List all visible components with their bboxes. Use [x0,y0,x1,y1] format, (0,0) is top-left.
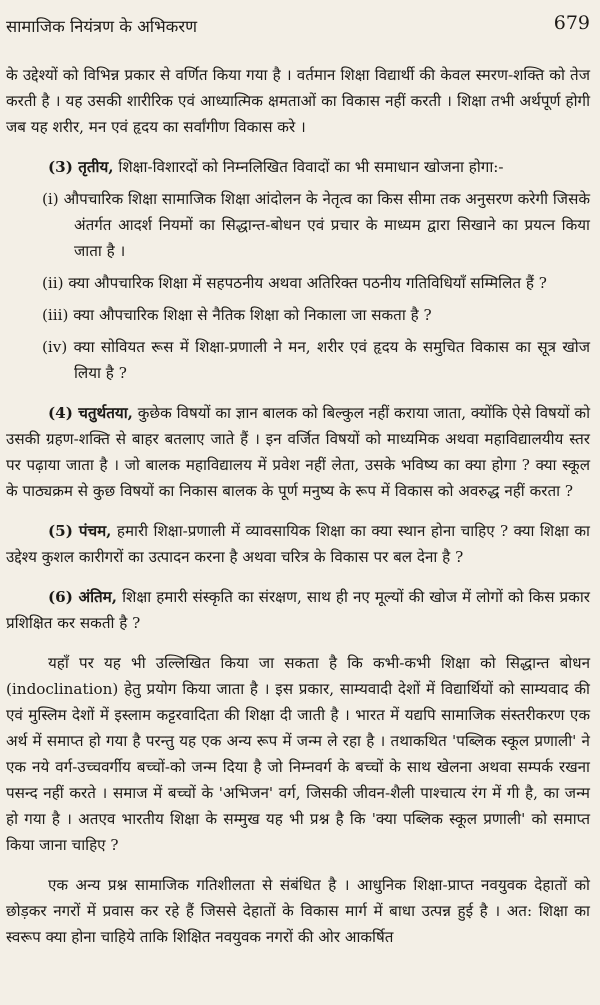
paragraph-4-lead: (4) चतुर्थतया, [48,404,133,422]
paragraph-5-lead: (5) पंचम, [48,522,112,540]
paragraph-6 [6,584,590,636]
paragraph-3 [6,154,590,180]
paragraph-7: यहाँ पर यह भी उल्लिखित किया जा सकता है कि कभी-कभी शिक्षा को सिद्धान्त बोधन (indoclination) हेतु प्रयोग किया जाता है । इस प्रकार, साम्यवादी देशों में विद्यार्थियों को साम्यवाद की एवं मुस्लिम देशों में इस्लाम कट्टरवादिता की शिक्षा दी जाती है । भारत में यद्यपि सामाजिक संस्तरीकरण एक अर्थ में समाप्त हो गया है परन्तु यह एक अन्य रूप में जन्म ले रहा है । तथाकथित 'पब्लिक स्कूल प्रणाली' ने एक नये वर्ग-उच्चवर्गीय बच्चों-को जन्म दिया है जो निम्नवर्ग के बच्चों के साथ खेलना अथवा सम्पर्क रखना पसन्द नहीं करते । समाज में बच्चों के 'अभिजन' वर्ग, जिसकी जीवन-शैली पाश्चात्य रंग में गी है, का जन्म हो गया है । अतएव भारतीय शिक्षा के सम्मुख यह भी प्रश्न है कि 'क्या पब्लिक स्कूल प्रणाली' को समाप्त किया जाना चाहिए ? [6,654,591,854]
paragraph-4 [6,400,590,504]
paragraph-6-lead: (6) अंतिम, [48,588,118,606]
list-item-iii: (iii) क्या औपचारिक शिक्षा से नैतिक शिक्षा को निकाला जा सकता है ? [42,306,432,324]
page-body [6,62,590,950]
list-item-iv: (iv) क्या सोवियत रूस में शिक्षा-प्रणाली ने मन, शरीर एवं हृदय के समुचित विकास का सूत्र खोज लिया है ? [42,338,590,382]
paragraph-3-text: शिक्षा-विशारदों को निम्नलिखित विवादों का भी समाधान खोजना होगा:- [113,158,504,176]
page-number: 679 [553,12,590,34]
list-item-i: (i) औपचारिक शिक्षा सामाजिक शिक्षा आंदोलन के नेतृत्व का किस सीमा तक अनुसरण करेगी जिसके अंतर्गत आदर्श नियमों का सिद्धान्त-बोधन एवं प्रचार के माध्यम द्वारा सिखाने का प्रयत्न किया जाता है । [42,190,590,260]
paragraph-3-lead: (3) तृतीय, [48,158,114,176]
page-header [0,14,600,42]
list-item-ii: (ii) क्या औपचारिक शिक्षा में सहपठनीय अथवा अतिरिक्त पठनीय गतिविधियाँ सम्मिलित हैं ? [42,274,547,292]
paragraph-5-text: हमारी शिक्षा-प्रणाली में व्यावसायिक शिक्षा का क्या स्थान होना चाहिए ? क्या शिक्षा का उद्देश्य कुशल कारीगरों का उत्पादन करना है अथवा चरित्र के विकास पर बल देना है ? [6,522,590,566]
running-head: सामाजिक नियंत्रण के अभिकरण [6,17,198,36]
paragraph-4-text: कुछेक विषयों का ज्ञान बालक को बिल्कुल नहीं कराया जाता, क्योंकि ऐसे विषयों को उसकी ग्रहण-शक्ति से बाहर बतलाए जाते हैं । इन वर्जित विषयों को माध्यमिक अथवा महाविद्यालयीय स्तर पर पढ़ाया जाता है । जो बालक महाविद्यालय में प्रवेश नहीं लेता, उसके भविष्य का क्या होगा ? क्या स्कूल के पाठ्यक्रम से कुछ विषयों का निकास बालक के पूर्ण मनुष्य के रूप में विकास को अवरुद्ध नहीं करता ? [6,404,591,500]
paragraph-5 [6,518,590,570]
paragraph-continued: के उद्देश्यों को विभिन्न प्रकार से वर्णित किया गया है । वर्तमान शिक्षा विद्यार्थी की केवल स्मरण-शक्ति को तेज करती है । यह उसकी शारीरिक एवं आध्यात्मिक क्षमताओं का विकास नहीं करती । शिक्षा तभी अर्थपूर्ण होगी जब यह शरीर, मन एवं हृदय का सर्वांगीण विकास करे । [6,66,590,136]
paragraph-8: एक अन्य प्रश्न सामाजिक गतिशीलता से संबंधित है । आधुनिक शिक्षा-प्राप्त नवयुवक देहातों को छोड़कर नगरों में प्रवास कर रहे हैं जिससे देहातों के विकास मार्ग में बाधा उत्पन्न हुई है । अत: शिक्षा का स्वरूप क्या होना चाहिये ताकि शिक्षित नवयुवक नगरों की ओर आकर्षित [6,876,590,946]
paragraph-6-text: शिक्षा हमारी संस्कृति का संरक्षण, साथ ही नए मूल्यों की खोज में लोगों को किस प्रकार प्रशिक्षित कर सकती है ? [6,588,590,632]
